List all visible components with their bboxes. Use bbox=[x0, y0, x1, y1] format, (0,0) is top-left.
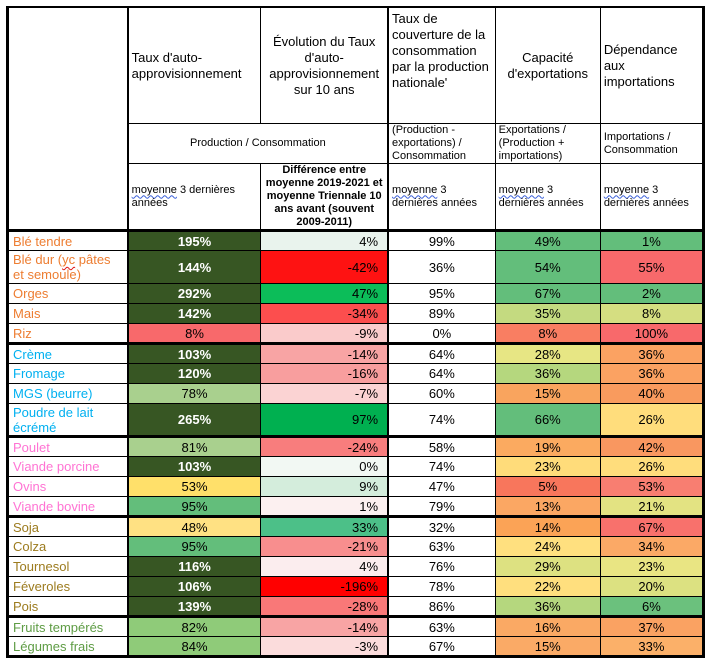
period-rest: 3 dernières années bbox=[603, 183, 689, 209]
value-cell: 34% bbox=[600, 537, 703, 557]
value-cell: 64% bbox=[388, 344, 495, 364]
misspelled-word: moyenne bbox=[131, 183, 177, 196]
misspelled-word: moyenne bbox=[392, 183, 438, 196]
value-cell: 14% bbox=[495, 517, 600, 537]
table-body bbox=[8, 231, 704, 657]
value-cell: 40% bbox=[600, 384, 703, 404]
row-label: Poudre de lait écrémé bbox=[8, 404, 128, 437]
table-row bbox=[8, 537, 704, 557]
row-label: Mais bbox=[8, 304, 128, 324]
value-cell: 67% bbox=[600, 517, 703, 537]
value-cell: 53% bbox=[128, 477, 261, 497]
value-cell: 21% bbox=[600, 497, 703, 517]
value-cell: 97% bbox=[261, 404, 388, 437]
misspelled-word: moyenne bbox=[603, 183, 650, 196]
row-label: Viande porcine bbox=[8, 457, 128, 477]
period-couverture bbox=[388, 164, 495, 231]
value-cell: 265% bbox=[128, 404, 261, 437]
value-cell: 84% bbox=[128, 637, 261, 657]
value-cell: -16% bbox=[261, 364, 388, 384]
value-cell: 8% bbox=[495, 324, 600, 344]
value-cell: 23% bbox=[600, 557, 703, 577]
value-cell: 5% bbox=[495, 477, 600, 497]
row-label: Poulet bbox=[8, 437, 128, 457]
row-label: Soja bbox=[8, 517, 128, 537]
table-row bbox=[8, 517, 704, 537]
value-cell: 26% bbox=[600, 457, 703, 477]
value-cell: 36% bbox=[495, 597, 600, 617]
value-cell: 16% bbox=[495, 617, 600, 637]
row-label: Crème bbox=[8, 344, 128, 364]
table-row bbox=[8, 637, 704, 657]
col-header-evolution: Évolution du Taux d'auto-approvisionnement sur 10 ans bbox=[261, 7, 388, 124]
value-cell: -3% bbox=[261, 637, 388, 657]
table-row bbox=[8, 231, 704, 251]
value-cell: -9% bbox=[261, 324, 388, 344]
row-label: Fromage bbox=[8, 364, 128, 384]
table-row bbox=[8, 384, 704, 404]
value-cell: 142% bbox=[128, 304, 261, 324]
value-cell: 120% bbox=[128, 364, 261, 384]
value-cell: 55% bbox=[600, 251, 703, 284]
value-cell: 42% bbox=[600, 437, 703, 457]
row-label bbox=[8, 251, 128, 284]
value-cell: -14% bbox=[261, 617, 388, 637]
value-cell: 0% bbox=[388, 324, 495, 344]
value-cell: -28% bbox=[261, 597, 388, 617]
value-cell: 89% bbox=[388, 304, 495, 324]
value-cell: 36% bbox=[600, 364, 703, 384]
row-label: Tournesol bbox=[8, 557, 128, 577]
value-cell: 6% bbox=[600, 597, 703, 617]
value-cell: 103% bbox=[128, 457, 261, 477]
row-label: Riz bbox=[8, 324, 128, 344]
formula-couverture: (Production - exportations) / Consommation bbox=[388, 124, 495, 164]
period-rest: 3 dernières années bbox=[131, 183, 236, 209]
value-cell: 29% bbox=[495, 557, 600, 577]
value-cell: 28% bbox=[495, 344, 600, 364]
value-cell: 74% bbox=[388, 404, 495, 437]
value-cell: 15% bbox=[495, 637, 600, 657]
value-cell: 49% bbox=[495, 231, 600, 251]
value-cell: 0% bbox=[261, 457, 388, 477]
value-cell: 19% bbox=[495, 437, 600, 457]
value-cell: 67% bbox=[495, 284, 600, 304]
corner-cell bbox=[8, 7, 128, 231]
table-row bbox=[8, 251, 704, 284]
value-cell: 9% bbox=[261, 477, 388, 497]
value-cell: -14% bbox=[261, 344, 388, 364]
value-cell: 22% bbox=[495, 577, 600, 597]
row-label: Viande bovine bbox=[8, 497, 128, 517]
value-cell: 95% bbox=[388, 284, 495, 304]
col-header-capacite: Capacité d'exportations bbox=[495, 7, 600, 124]
col-header-couverture: Taux de couverture de la consommation par la production nationale' bbox=[388, 7, 495, 124]
value-cell: 47% bbox=[388, 477, 495, 497]
row-label: Féveroles bbox=[8, 577, 128, 597]
table-row bbox=[8, 577, 704, 597]
formula-exports: Exportations / (Production + importations) bbox=[495, 124, 600, 164]
period-evolution: Différence entre moyenne 2019-2021 et moyenne Triennale 10 ans avant (souvent 2009-2011) bbox=[261, 164, 388, 231]
value-cell: 144% bbox=[128, 251, 261, 284]
value-cell: -24% bbox=[261, 437, 388, 457]
label-text: Blé dur ( bbox=[13, 252, 63, 267]
row-label: MGS (beurre) bbox=[8, 384, 128, 404]
value-cell: 81% bbox=[128, 437, 261, 457]
table-row bbox=[8, 497, 704, 517]
table-row bbox=[8, 557, 704, 577]
value-cell: 2% bbox=[600, 284, 703, 304]
misspelled-word: moyenne bbox=[498, 183, 544, 196]
period-rest: 3 dernières années bbox=[498, 183, 584, 209]
value-cell: -196% bbox=[261, 577, 388, 597]
value-cell: 74% bbox=[388, 457, 495, 477]
value-cell: 1% bbox=[600, 231, 703, 251]
value-cell: 20% bbox=[600, 577, 703, 597]
table-row bbox=[8, 477, 704, 497]
value-cell: -34% bbox=[261, 304, 388, 324]
value-cell: 86% bbox=[388, 597, 495, 617]
value-cell: -7% bbox=[261, 384, 388, 404]
row-label: Colza bbox=[8, 537, 128, 557]
value-cell: 36% bbox=[388, 251, 495, 284]
table-row bbox=[8, 304, 704, 324]
value-cell: 195% bbox=[128, 231, 261, 251]
value-cell: 33% bbox=[261, 517, 388, 537]
row-label: Ovins bbox=[8, 477, 128, 497]
value-cell: 24% bbox=[495, 537, 600, 557]
value-cell: 36% bbox=[600, 344, 703, 364]
value-cell: 8% bbox=[128, 324, 261, 344]
table-row bbox=[8, 457, 704, 477]
col-header-dependance: Dépendance aux importations bbox=[600, 7, 703, 124]
value-cell: 33% bbox=[600, 637, 703, 657]
value-cell: 60% bbox=[388, 384, 495, 404]
table-row bbox=[8, 404, 704, 437]
formula-prod-cons: Production / Consommation bbox=[128, 124, 388, 164]
row-label: Pois bbox=[8, 597, 128, 617]
value-cell: 103% bbox=[128, 344, 261, 364]
value-cell: 67% bbox=[388, 637, 495, 657]
value-cell: 54% bbox=[495, 251, 600, 284]
table-row bbox=[8, 284, 704, 304]
value-cell: 32% bbox=[388, 517, 495, 537]
value-cell: 66% bbox=[495, 404, 600, 437]
value-cell: 15% bbox=[495, 384, 600, 404]
table-row bbox=[8, 597, 704, 617]
label-text: pâtes et semoule) bbox=[13, 252, 111, 282]
value-cell: 26% bbox=[600, 404, 703, 437]
value-cell: 63% bbox=[388, 537, 495, 557]
value-cell: 292% bbox=[128, 284, 261, 304]
table-row bbox=[8, 324, 704, 344]
value-cell: 76% bbox=[388, 557, 495, 577]
value-cell: 37% bbox=[600, 617, 703, 637]
value-cell: 95% bbox=[128, 537, 261, 557]
value-cell: 23% bbox=[495, 457, 600, 477]
value-cell: 1% bbox=[261, 497, 388, 517]
value-cell: 48% bbox=[128, 517, 261, 537]
value-cell: 106% bbox=[128, 577, 261, 597]
row-label: Fruits tempérés bbox=[8, 617, 128, 637]
value-cell: 8% bbox=[600, 304, 703, 324]
value-cell: 35% bbox=[495, 304, 600, 324]
period-rest: 3 dernières années bbox=[392, 183, 478, 209]
table-row bbox=[8, 344, 704, 364]
table-row bbox=[8, 364, 704, 384]
period-taux-auto bbox=[128, 164, 261, 231]
table-row bbox=[8, 437, 704, 457]
value-cell: 116% bbox=[128, 557, 261, 577]
value-cell: 82% bbox=[128, 617, 261, 637]
value-cell: 78% bbox=[388, 577, 495, 597]
row-label: Blé tendre bbox=[8, 231, 128, 251]
col-header-taux-auto: Taux d'auto-approvisionnement bbox=[128, 7, 261, 124]
value-cell: 53% bbox=[600, 477, 703, 497]
value-cell: 13% bbox=[495, 497, 600, 517]
period-dependance bbox=[600, 164, 703, 231]
self-sufficiency-table bbox=[6, 6, 705, 658]
value-cell: 79% bbox=[388, 497, 495, 517]
value-cell: 95% bbox=[128, 497, 261, 517]
misspelled-word: yc bbox=[62, 252, 76, 267]
period-capacite bbox=[495, 164, 600, 231]
value-cell: 64% bbox=[388, 364, 495, 384]
formula-imports: Importations / Consommation bbox=[600, 124, 703, 164]
value-cell: 58% bbox=[388, 437, 495, 457]
row-label: Légumes frais bbox=[8, 637, 128, 657]
value-cell: 36% bbox=[495, 364, 600, 384]
value-cell: 47% bbox=[261, 284, 388, 304]
header-row-titles bbox=[8, 7, 704, 124]
value-cell: 100% bbox=[600, 324, 703, 344]
row-label: Orges bbox=[8, 284, 128, 304]
table-row bbox=[8, 617, 704, 637]
value-cell: 63% bbox=[388, 617, 495, 637]
value-cell: 139% bbox=[128, 597, 261, 617]
value-cell: -21% bbox=[261, 537, 388, 557]
value-cell: 4% bbox=[261, 231, 388, 251]
value-cell: 78% bbox=[128, 384, 261, 404]
value-cell: 4% bbox=[261, 557, 388, 577]
value-cell: -42% bbox=[261, 251, 388, 284]
value-cell: 99% bbox=[388, 231, 495, 251]
